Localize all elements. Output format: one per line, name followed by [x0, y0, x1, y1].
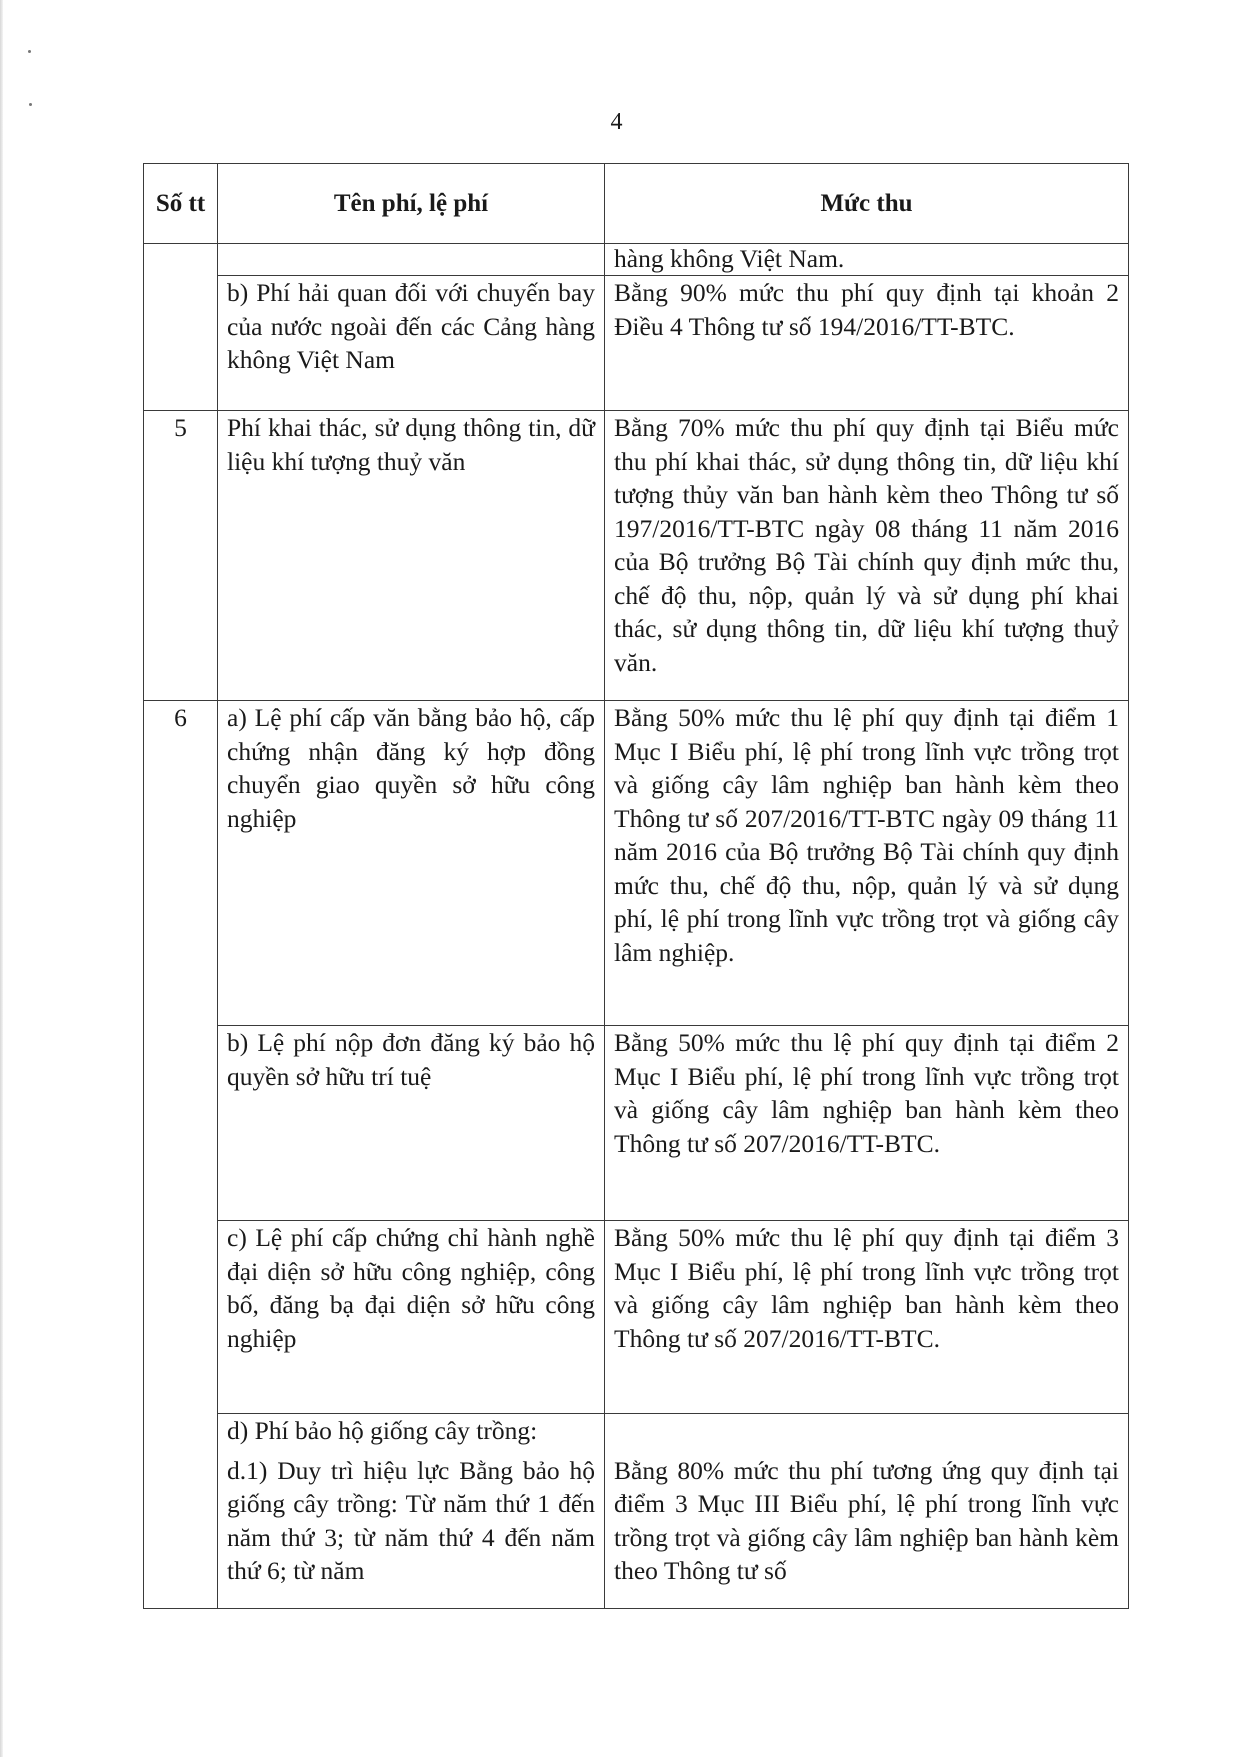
row-fee-name: a) Lệ phí cấp văn bằng bảo hộ, cấp chứng nhận đăng ký hợp đồng chuyển giao quyền sở hữu công nghiệp	[218, 701, 605, 1026]
scan-edge	[0, 0, 3, 1757]
row-rate: Bằng 50% mức thu lệ phí quy định tại điểm 3 Mục I Biểu phí, lệ phí trong lĩnh vực trồng trọt và giống cây lâm nghiệp ban hành kèm theo Thông tư số 207/2016/TT-BTC.	[605, 1221, 1129, 1414]
row-stt	[144, 276, 218, 411]
page-number: 4	[610, 109, 623, 135]
table-header-row	[144, 164, 1129, 244]
row-stt	[144, 244, 218, 276]
scan-speck	[28, 50, 31, 53]
row-rate: Bằng 80% mức thu phí tương ứng quy định tại điểm 3 Mục III Biểu phí, lệ phí trong lĩnh vực trồng trọt và giống cây lâm nghiệp ban hành kèm theo Thông tư số	[614, 1455, 1119, 1585]
row-fee-subheading: d) Phí bảo hộ giống cây trồng:	[227, 1416, 538, 1445]
row-fee-name: b) Lệ phí nộp đơn đăng ký bảo hộ quyền sở hữu trí tuệ	[218, 1026, 605, 1221]
scan-speck	[29, 103, 32, 106]
row-rate: hàng không Việt Nam.	[605, 244, 1129, 276]
row-rate-group	[605, 1414, 1129, 1609]
header-stt: Số tt	[144, 164, 218, 244]
row-stt: 5	[144, 411, 218, 701]
table-row	[144, 1221, 1129, 1414]
rate-spacer	[614, 1414, 1119, 1454]
table-row	[144, 244, 1129, 276]
row-fee-name: Phí khai thác, sử dụng thông tin, dữ liệu khí tượng thuỷ văn	[218, 411, 605, 701]
table-row	[144, 701, 1129, 1026]
header-rate: Mức thu	[605, 164, 1129, 244]
table-row	[144, 276, 1129, 411]
table-row	[144, 1414, 1129, 1609]
row-stt	[144, 1026, 218, 1221]
row-stt: 6	[144, 701, 218, 1026]
row-stt	[144, 1414, 218, 1609]
row-stt	[144, 1221, 218, 1414]
row-fee-name: c) Lệ phí cấp chứng chỉ hành nghề đại diện sở hữu công nghiệp, công bố, đăng bạ đại diện sở hữu công nghiệp	[218, 1221, 605, 1414]
row-fee-name-group	[218, 1414, 605, 1609]
row-rate: Bằng 90% mức thu phí quy định tại khoản 2 Điều 4 Thông tư số 194/2016/TT-BTC.	[605, 276, 1129, 411]
row-fee-name: b) Phí hải quan đối với chuyến bay của nước ngoài đến các Cảng hàng không Việt Nam	[218, 276, 605, 411]
header-fee-name: Tên phí, lệ phí	[218, 164, 605, 244]
row-rate: Bằng 50% mức thu lệ phí quy định tại điểm 2 Mục I Biểu phí, lệ phí trong lĩnh vực trồng trọt và giống cây lâm nghiệp ban hành kèm theo Thông tư số 207/2016/TT-BTC.	[605, 1026, 1129, 1221]
fee-table	[143, 163, 1129, 1609]
row-rate: Bằng 50% mức thu lệ phí quy định tại điểm 1 Mục I Biểu phí, lệ phí trong lĩnh vực trồng trọt và giống cây lâm nghiệp ban hành kèm theo Thông tư số 207/2016/TT-BTC ngày 09 tháng 11 năm 2016 của Bộ trưởng Bộ Tài chính quy định mức thu, chế độ thu, nộp, quản lý và sử dụng phí, lệ phí trong lĩnh vực trồng trọt và giống cây lâm nghiệp.	[605, 701, 1129, 1026]
row-fee-name	[218, 244, 605, 276]
table-row	[144, 411, 1129, 701]
row-rate: Bằng 70% mức thu phí quy định tại Biểu mức thu phí khai thác, sử dụng thông tin, dữ liệu khí tượng thủy văn ban hành kèm theo Thông tư số 197/2016/TT-BTC ngày 08 tháng 11 năm 2016 của Bộ trưởng Bộ Tài chính quy định mức thu, chế độ thu, nộp, quản lý và sử dụng phí khai thác, sử dụng thông tin, dữ liệu khí tượng thuỷ văn.	[605, 411, 1129, 701]
row-fee-name: d.1) Duy trì hiệu lực Bằng bảo hộ giống cây trồng: Từ năm thứ 1 đến năm thứ 3; từ năm thứ 4 đến năm thứ 6; từ năm	[227, 1455, 595, 1585]
table-row	[144, 1026, 1129, 1221]
